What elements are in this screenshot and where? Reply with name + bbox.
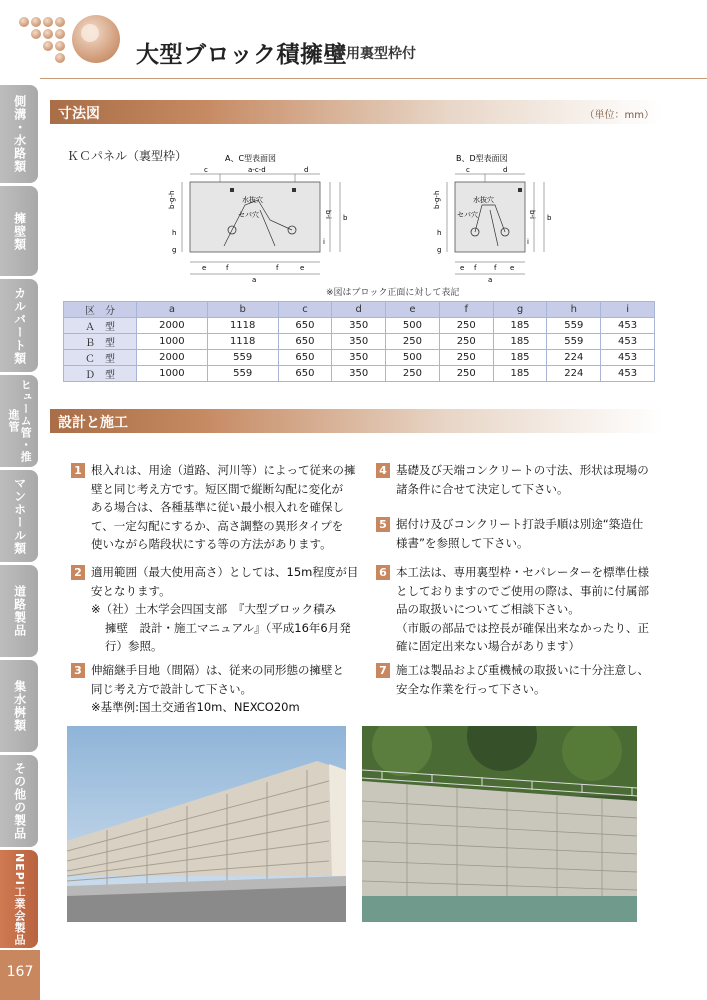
table-cell: 185 [493,334,547,350]
design-item-5 [379,515,666,552]
sidebar-tab-hume-pipe[interactable] [0,375,38,467]
header-divider [40,78,707,79]
table-cell: 453 [601,318,655,334]
item-line: 根入れは、用途（道路、河川等）によって従来の擁 [91,463,356,477]
table-cell: 250 [439,366,493,382]
dim-label-a: a [488,276,493,284]
table-cell: 224 [547,350,601,366]
table-header: e [386,302,440,318]
dim-label-e: e [510,264,515,272]
item-number-badge: 2 [71,565,85,580]
table-cell: 559 [207,366,278,382]
sidebar-tab-label: NEPI工業会製品 [13,852,27,946]
item-line: ※基準例:国土交通省10m、NEXCO20m [91,700,300,714]
dim-label-d: d [304,166,309,174]
item-line: 伸縮継手目地（間隔）は、従来の同形態の擁壁と [91,663,344,677]
sidebar-tab-side-ditch[interactable] [0,85,38,183]
sidebar-tab-label: 側溝・水路類 [12,95,27,173]
table-cell: 250 [439,350,493,366]
table-row [64,366,655,382]
sidebar-tab-label: 擁壁類 [12,211,27,251]
table-cell: 500 [386,318,440,334]
dimension-table [63,301,655,382]
table-cell: 453 [601,350,655,366]
dim-label-b: b [343,214,348,222]
item-line: 同じ考え方で設計して下さい。 [91,681,252,696]
table-cell: 559 [547,334,601,350]
separator-hole-label: セパ穴 [238,211,259,219]
table-cell: 250 [386,334,440,350]
item-line: 施工は製品および重機械の取扱いに十分注意し、 [396,663,649,677]
dim-label-c: c [466,166,470,174]
item-line: 様書”を参照して下さい。 [396,535,529,550]
page-title: 大型ブロック積擁壁 [136,42,348,68]
table-cell: Ｃ 型 [64,350,137,366]
dim-label-f: f [494,264,497,272]
table-cell: 2000 [137,350,208,366]
dim-label-e: e [300,264,305,272]
brand-logo-icon [18,14,128,64]
table-cell: 453 [601,334,655,350]
dim-label-bgh: b-g-h [433,190,441,209]
item-line: て、一定勾配にするか、高さ調整の異形タイプを [91,518,344,533]
table-cell: 1000 [137,334,208,350]
page-number: 167 [0,950,40,1000]
table-cell: 559 [207,350,278,366]
dim-label-a: a [252,276,257,284]
dim-label-i: i [527,238,529,246]
table-cell: 350 [332,318,386,334]
item-line: 品の取扱いについてご相談下さい。 [396,602,580,616]
sidebar-tab-label: ヒューム管・推進管 [7,379,33,463]
sidebar-tab-label: 道路製品 [12,585,27,637]
dim-label-f: f [276,264,279,272]
item-number-badge: 1 [71,463,85,478]
dim-label-e: e [202,264,207,272]
diagram-bd-title: B、D型表面図 [456,154,508,163]
item-line: 本工法は、専用裏型枠・セパレーターを標準仕様 [396,565,649,579]
item-line: 壁と同じ考え方です。短区間で縦断勾配に変化が [91,481,344,496]
table-header: i [601,302,655,318]
table-cell: 185 [493,318,547,334]
table-cell: 500 [386,350,440,366]
table-header: b [207,302,278,318]
drain-hole-label: 水抜穴 [473,196,494,204]
table-cell: 1118 [207,334,278,350]
item-number-badge: 3 [71,663,85,678]
table-header: f [439,302,493,318]
drain-hole-label: 水抜穴 [242,196,263,204]
design-item-3 [74,661,361,717]
diagram-note: ※図はブロック正面に対して表記 [326,288,460,298]
design-item-2 [74,563,361,656]
item-line: 基礎及び天端コンクリートの寸法、形状は現場の [396,463,649,477]
design-item-4 [379,461,666,498]
panel-dimension-diagram [160,150,560,300]
table-cell: 224 [547,366,601,382]
dim-label-g: g [437,246,442,254]
table-cell: Ａ 型 [64,318,137,334]
table-cell: Ｄ 型 [64,366,137,382]
item-line: 安となります。 [91,583,171,598]
item-note-line: 行）参照。 [105,639,163,653]
retaining-wall-photo-1 [67,726,346,922]
table-cell: 559 [547,318,601,334]
table-row [64,334,655,350]
table-header: c [278,302,332,318]
table-cell: 350 [332,350,386,366]
section-bar-dimensions [50,100,662,124]
table-cell: 650 [278,334,332,350]
dim-label-bgh: b-g-h [168,190,176,209]
table-cell: 185 [493,366,547,382]
table-row [64,350,655,366]
table-cell: 1118 [207,318,278,334]
table-header: g [493,302,547,318]
dim-label-f: f [474,264,477,272]
table-header: h [547,302,601,318]
dim-label-i: i [323,238,325,246]
item-line: 据付け及びコンクリート打設手順は別途“築造仕 [396,517,644,531]
retaining-wall-photo-2 [362,726,637,922]
table-row [64,318,655,334]
table-cell: 1000 [137,366,208,382]
item-line: 諸条件に合せて決定して下さい。 [396,481,569,496]
item-number-badge: 6 [376,565,390,580]
dim-label-bi: b-i [528,210,536,219]
table-cell: 2000 [137,318,208,334]
item-line: としておりますのでご使用の際は、事前に付属部 [396,583,649,598]
sidebar-tab-other-products[interactable] [0,755,38,847]
table-cell: Ｂ 型 [64,334,137,350]
dim-label-acd: a-c-d [248,166,266,174]
design-item-1 [74,461,361,554]
dim-label-b: b [547,214,552,222]
dim-label-c: c [204,166,208,174]
table-cell: 350 [332,334,386,350]
panel-label: ＫＣパネル（裏型枠） [67,149,188,163]
sidebar-tab-label: その他の製品 [12,762,27,840]
item-line: 確に固定出来ない場合があります） [396,639,580,653]
table-header: d [332,302,386,318]
dim-label-g: g [172,246,177,254]
item-number-badge: 4 [376,463,390,478]
sidebar-tab-retaining-wall[interactable] [0,186,38,276]
table-cell: 650 [278,318,332,334]
unit-label: （単位：mm） [584,110,654,121]
table-cell: 250 [439,318,493,334]
table-cell: 650 [278,350,332,366]
section-title-dimensions: 寸法図 [58,106,100,122]
separator-hole-label: セパ穴 [457,211,478,219]
table-header: 区 分 [64,302,137,318]
item-number-badge: 7 [376,663,390,678]
design-item-6 [379,563,666,656]
sidebar-tab-catch-basin[interactable] [0,660,38,752]
sidebar-tab-nepi[interactable] [0,850,38,948]
sidebar-tab-label: マンホール類 [12,477,27,555]
section-bar-design [50,409,662,433]
item-note-line: ※（社）土木学会四国支部 『大型ブロック積み [91,602,337,616]
item-line: 適用範囲（最大使用高さ）としては、15m程度が目 [91,565,359,579]
design-item-7 [379,661,666,698]
sidebar-tab-road-products[interactable] [0,565,38,657]
table-cell: 185 [493,350,547,366]
item-line: ある場合は、各種基準に従い最小根入れを確保し [91,500,344,514]
diagram-ac-title: A、C型表面図 [225,154,277,163]
item-line: 使いながら階段状にする等の方法があります。 [91,537,332,551]
dim-label-h: h [437,229,442,237]
section-title-design: 設計と施工 [58,415,128,431]
item-number-badge: 5 [376,517,390,532]
dim-label-f: f [226,264,229,272]
sidebar-tab-label: 集水桝類 [12,680,27,732]
item-note-line: 擁壁 設計・施工マニュアル』（平成16年6月発 [105,620,351,635]
table-header: a [137,302,208,318]
table-cell: 453 [601,366,655,382]
table-header-row [64,302,655,318]
table-cell: 350 [332,366,386,382]
dim-label-d: d [503,166,508,174]
table-cell: 250 [439,334,493,350]
sidebar-tab-culvert[interactable] [0,279,38,372]
dim-label-bi: b-i [324,210,332,219]
sidebar-tab-manhole[interactable] [0,470,38,562]
item-line: （市販の部品では控長が確保出来なかったり、正 [396,620,649,635]
table-cell: 650 [278,366,332,382]
dim-label-e: e [460,264,465,272]
page-subtitle: 専用裏型枠付 [332,46,416,62]
table-cell: 250 [386,366,440,382]
dim-label-h: h [172,229,177,237]
item-line: 安全な作業を行って下さい。 [396,681,546,696]
sidebar-tab-label: カルバート類 [12,286,27,365]
